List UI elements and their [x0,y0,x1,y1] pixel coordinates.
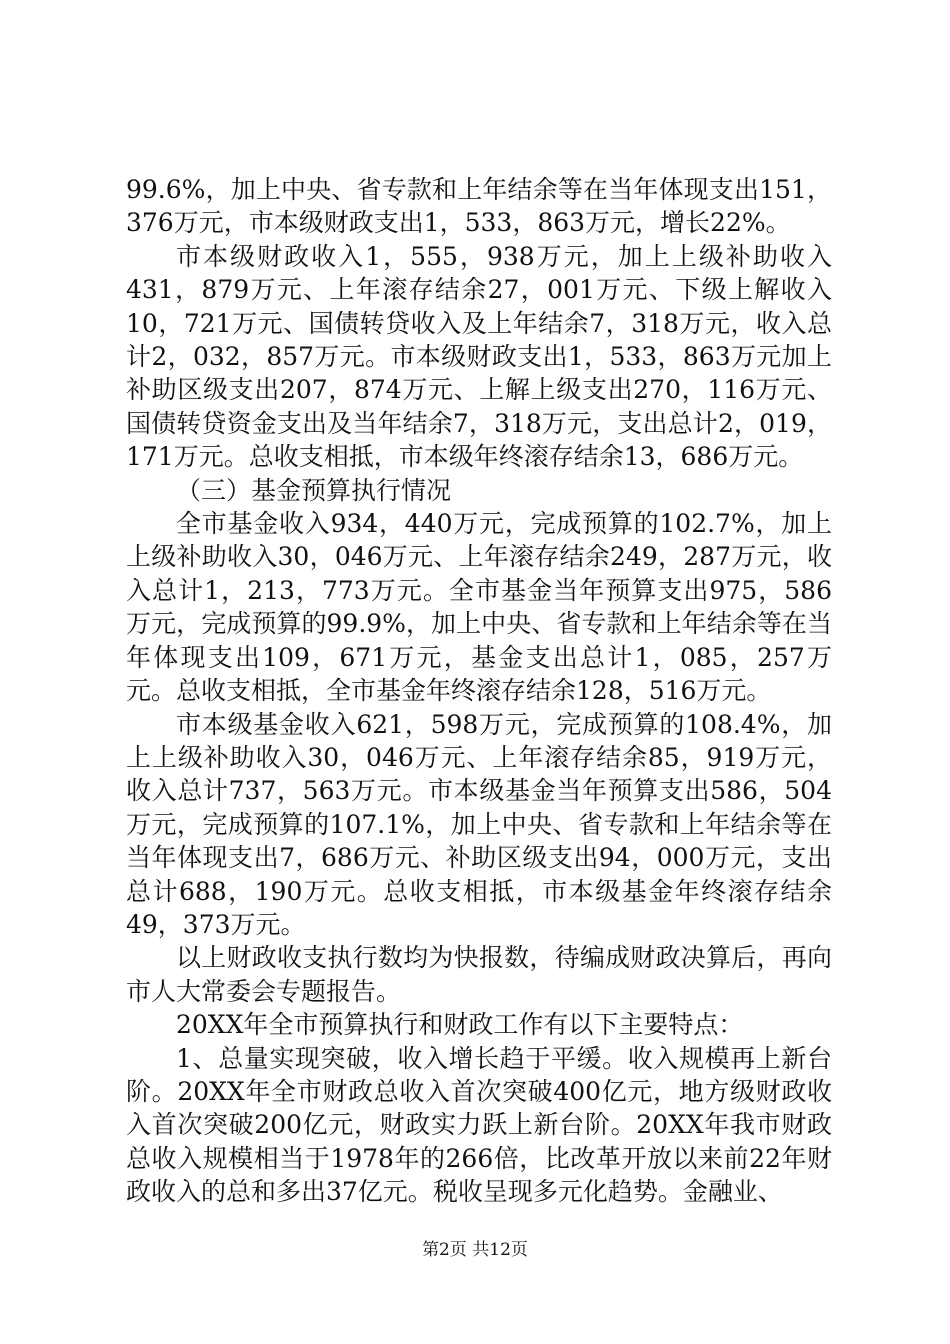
page-footer: 第2页 共12页 [422,1240,528,1260]
section-heading-fund-budget: （三）基金预算执行情况 [176,475,452,505]
paragraph-6: 以上财政收支执行数均为快报数，待编成财政决算后，再向市人大常委会专题报告。 [126,943,832,1006]
document-body [126,173,832,1209]
paragraph-1: 99.6%，加上中央、省专款和上年结余等在当年体现支出151，376万元，市本级财政支出1，533，863万元，增长22%。 [126,175,832,238]
paragraph-4: 全市基金收入934，440万元，完成预算的102.7%，加上上级补助收入30，046万元、上年滚存结余249，287万元，收入总计1，213，773万元。全市基金当年预算支出975，586万元，完成预算的99.9%，加上中央、省专款和上年结余等在当年体现支出109，671万元，基金支出总计1，085，257万元。总收支相抵，全市基金年终滚存结余128，516万元。 [126,509,832,706]
paragraph-7: 20XX年全市预算执行和财政工作有以下主要特点： [176,1010,744,1040]
paragraph-8: 1、总量实现突破，收入增长趋于平缓。收入规模再上新台阶。20XX年全市财政总收入首次突破400亿元，地方级财政收入首次突破200亿元，财政实力跃上新台阶。20XX年我市财政总收入规模相当于1978年的266倍，比改革开放以来前22年财政收入的总和多出37亿元。税收呈现多元化趋势。金融业、 [126,1043,832,1207]
paragraph-5: 市本级基金收入621，598万元，完成预算的108.4%，加上上级补助收入30，046万元、上年滚存结余85，919万元，收入总计737，563万元。市本级基金当年预算支出586，504万元，完成预算的107.1%，加上中央、省专款和上年结余等在当年体现支出7，686万元、补助区级支出94，000万元，支出总计688，190万元。总收支相抵，市本级基金年终滚存结余49，373万元。 [126,709,832,939]
paragraph-2: 市本级财政收入1，555，938万元，加上上级补助收入431，879万元、上年滚存结余27，001万元、下级上解收入10，721万元、国债转贷收入及上年结余7，318万元，收入总计2，032，857万元。市本级财政支出1，533，863万元加上补助区级支出207，874万元、上解上级支出270，116万元、国债转贷资金支出及当年结余7，318万元，支出总计2，019，171万元。总收支相抵，市本级年终滚存结余13，686万元。 [126,241,832,472]
